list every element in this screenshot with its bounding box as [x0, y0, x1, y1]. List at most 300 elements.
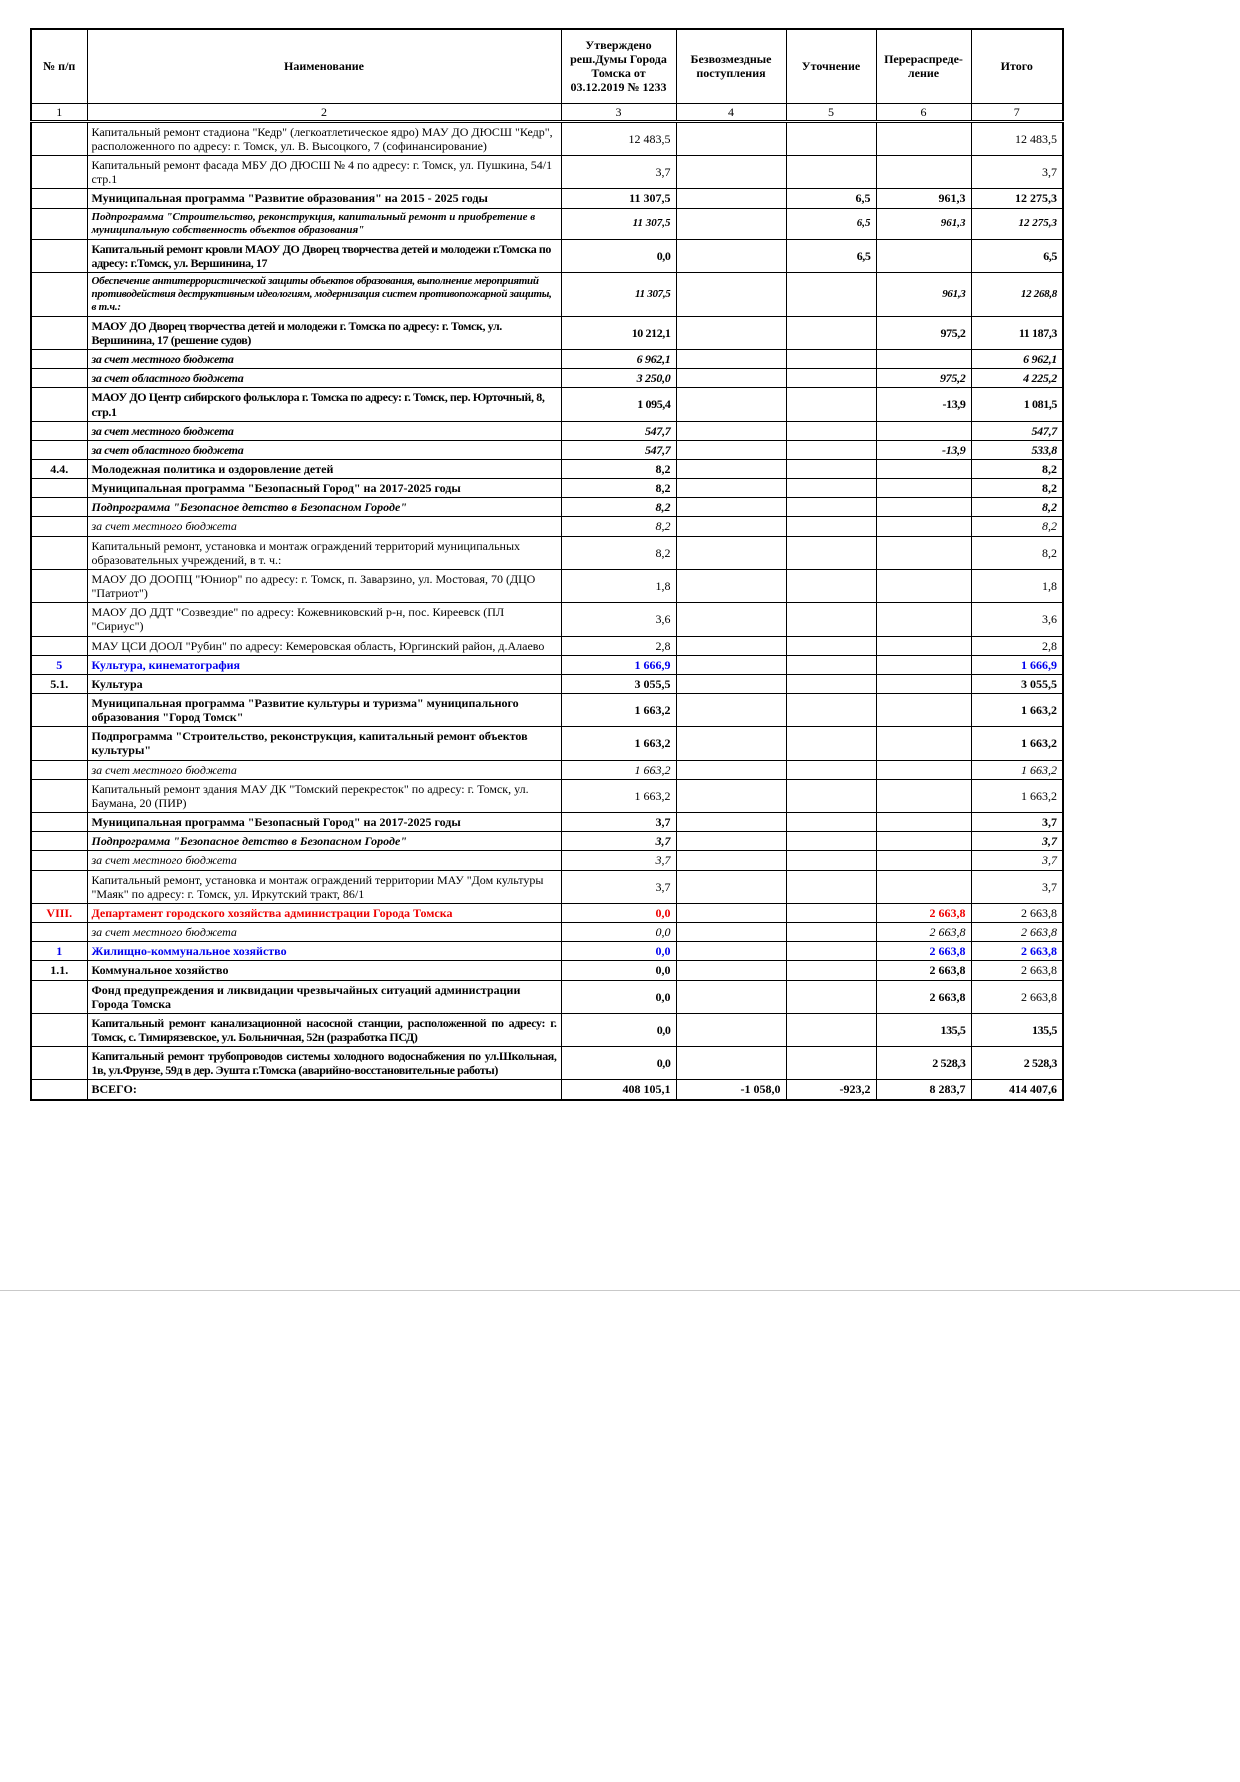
- row-cell: 8,2: [971, 517, 1063, 536]
- row-cell: 10 212,1: [561, 316, 676, 349]
- row-cell: 1 663,2: [561, 694, 676, 727]
- row-cell: [786, 517, 876, 536]
- row-cell: 6 962,1: [561, 350, 676, 369]
- row-cell: 8,2: [561, 498, 676, 517]
- row-cell: [876, 350, 971, 369]
- column-header: Безвозмездные поступления: [676, 29, 786, 103]
- row-name: Капитальный ремонт трубопроводов системы холодного водоснабжения по ул.Школьная, 1в, ул.Фрунзе, 59д в дер. Эушта г.Томска (аварийно-восстановительные работы): [87, 1047, 561, 1080]
- column-header: Наименование: [87, 29, 561, 103]
- row-cell: 11 187,3: [971, 316, 1063, 349]
- row-cell: [876, 603, 971, 636]
- row-name: Капитальный ремонт здания МАУ ДК "Томский перекресток" по адресу: г. Томск, ул. Баумана, 20 (ПИР): [87, 779, 561, 812]
- row-cell: [786, 961, 876, 980]
- row-cell: [31, 440, 87, 459]
- row-cell: VIII.: [31, 903, 87, 922]
- row-cell: -923,2: [786, 1080, 876, 1100]
- row-name: за счет областного бюджета: [87, 440, 561, 459]
- row-name: Департамент городского хозяйства администрации Города Томска: [87, 903, 561, 922]
- row-cell: [786, 980, 876, 1013]
- row-cell: [876, 760, 971, 779]
- row-cell: 12 483,5: [971, 121, 1063, 155]
- table-row: [31, 903, 1063, 922]
- row-cell: 6,5: [786, 208, 876, 239]
- row-name: Капитальный ремонт фасада МБУ ДО ДЮСШ № 4 по адресу: г. Томск, ул. Пушкина, 54/1 стр.1: [87, 156, 561, 189]
- row-cell: [676, 603, 786, 636]
- row-cell: [786, 272, 876, 316]
- row-cell: 8,2: [561, 517, 676, 536]
- row-cell: [786, 813, 876, 832]
- row-cell: [676, 727, 786, 760]
- table-row: [31, 1047, 1063, 1080]
- row-cell: [31, 851, 87, 870]
- column-header: № п/п: [31, 29, 87, 103]
- row-cell: [31, 813, 87, 832]
- row-cell: [676, 903, 786, 922]
- row-cell: [31, 832, 87, 851]
- row-cell: [676, 189, 786, 208]
- row-name: за счет областного бюджета: [87, 369, 561, 388]
- row-name: Муниципальная программа "Безопасный Город" на 2017-2025 годы: [87, 813, 561, 832]
- row-name: Подпрограмма "Строительство, реконструкция, капитальный ремонт и приобретение в муниципальную собственность объектов образования": [87, 208, 561, 239]
- row-cell: [786, 779, 876, 812]
- row-cell: [676, 851, 786, 870]
- row-cell: [31, 479, 87, 498]
- row-cell: 5: [31, 655, 87, 674]
- row-cell: [786, 870, 876, 903]
- row-name: за счет местного бюджета: [87, 923, 561, 942]
- row-cell: [786, 479, 876, 498]
- row-cell: [676, 961, 786, 980]
- row-cell: [676, 813, 786, 832]
- row-cell: 2 663,8: [876, 942, 971, 961]
- row-cell: [786, 903, 876, 922]
- column-header: Утверждено реш.Думы Города Томска от 03.12.2019 № 1233: [561, 29, 676, 103]
- row-cell: [676, 369, 786, 388]
- table-row: [31, 694, 1063, 727]
- row-cell: 11 307,5: [561, 272, 676, 316]
- row-cell: [31, 636, 87, 655]
- row-name: Культура, кинематография: [87, 655, 561, 674]
- row-cell: 12 275,3: [971, 208, 1063, 239]
- row-cell: 5.1.: [31, 674, 87, 693]
- table-row: [31, 517, 1063, 536]
- table-row: [31, 674, 1063, 693]
- table-row: [31, 636, 1063, 655]
- row-cell: 8 283,7: [876, 1080, 971, 1100]
- row-name: Подпрограмма "Безопасное детство в Безопасном Городе": [87, 498, 561, 517]
- row-cell: 1 666,9: [561, 655, 676, 674]
- row-cell: 3,7: [971, 813, 1063, 832]
- table-row: [31, 440, 1063, 459]
- row-cell: [876, 870, 971, 903]
- row-cell: [786, 421, 876, 440]
- row-cell: [676, 536, 786, 569]
- row-cell: [31, 189, 87, 208]
- row-name: за счет местного бюджета: [87, 350, 561, 369]
- table-row: [31, 121, 1063, 155]
- row-cell: [786, 121, 876, 155]
- row-cell: 11 307,5: [561, 208, 676, 239]
- row-cell: [676, 517, 786, 536]
- row-cell: [876, 779, 971, 812]
- column-number: 5: [786, 103, 876, 121]
- row-name: Культура: [87, 674, 561, 693]
- row-cell: 1 663,2: [971, 694, 1063, 727]
- row-name: Муниципальная программа "Развитие культуры и туризма" муниципального образования "Город Томск": [87, 694, 561, 727]
- row-cell: 2 663,8: [876, 923, 971, 942]
- row-cell: [676, 1013, 786, 1046]
- row-cell: 8,2: [971, 479, 1063, 498]
- row-cell: 2 663,8: [971, 942, 1063, 961]
- row-name: Коммунальное хозяйство: [87, 961, 561, 980]
- row-name: Капитальный ремонт кровли МАОУ ДО Дворец творчества детей и молодежи г.Томска по адресу: г.Томск, ул. Вершинина, 17: [87, 239, 561, 272]
- row-cell: 547,7: [561, 421, 676, 440]
- row-cell: [786, 350, 876, 369]
- budget-table: [30, 28, 1064, 1101]
- row-cell: [31, 870, 87, 903]
- table-row: [31, 603, 1063, 636]
- row-cell: -1 058,0: [676, 1080, 786, 1100]
- row-cell: 547,7: [561, 440, 676, 459]
- row-cell: 8,2: [561, 459, 676, 478]
- row-name: МАОУ ДО Дворец творчества детей и молодежи г. Томска по адресу: г. Томск, ул. Вершинина, 17 (решение судов): [87, 316, 561, 349]
- row-cell: 6 962,1: [971, 350, 1063, 369]
- row-name: за счет местного бюджета: [87, 760, 561, 779]
- row-cell: [786, 694, 876, 727]
- row-cell: [876, 479, 971, 498]
- table-row: [31, 536, 1063, 569]
- row-cell: [786, 636, 876, 655]
- row-cell: [676, 870, 786, 903]
- row-cell: [31, 1080, 87, 1100]
- row-cell: [786, 760, 876, 779]
- row-cell: [786, 674, 876, 693]
- row-cell: 0,0: [561, 980, 676, 1013]
- row-cell: [876, 239, 971, 272]
- table-body: [31, 121, 1063, 1099]
- row-cell: 2,8: [561, 636, 676, 655]
- row-name: Капитальный ремонт, установка и монтаж ограждений территории МАУ "Дом культуры "Маяк" по адресу: г. Томск, ул. Иркутский тракт, 86/1: [87, 870, 561, 903]
- table-header: [31, 29, 1063, 121]
- row-cell: [786, 1013, 876, 1046]
- row-cell: 2 663,8: [971, 923, 1063, 942]
- row-cell: 1 663,2: [971, 779, 1063, 812]
- row-cell: 3,7: [971, 156, 1063, 189]
- row-cell: [676, 459, 786, 478]
- row-cell: [876, 421, 971, 440]
- row-cell: 8,2: [561, 536, 676, 569]
- row-cell: [31, 316, 87, 349]
- column-number: 3: [561, 103, 676, 121]
- row-cell: 8,2: [971, 536, 1063, 569]
- row-cell: 2,8: [971, 636, 1063, 655]
- row-cell: 0,0: [561, 923, 676, 942]
- row-cell: 2 663,8: [876, 961, 971, 980]
- row-cell: [676, 980, 786, 1013]
- table-row: [31, 813, 1063, 832]
- row-cell: [786, 316, 876, 349]
- row-cell: [786, 459, 876, 478]
- row-cell: [786, 388, 876, 421]
- row-cell: [31, 498, 87, 517]
- table-row: [31, 272, 1063, 316]
- row-cell: [876, 459, 971, 478]
- row-cell: [786, 569, 876, 602]
- row-cell: 3,7: [561, 156, 676, 189]
- row-cell: 961,3: [876, 272, 971, 316]
- row-cell: 4.4.: [31, 459, 87, 478]
- table-row: [31, 479, 1063, 498]
- table-row: [31, 980, 1063, 1013]
- row-cell: [876, 655, 971, 674]
- row-cell: 3 055,5: [971, 674, 1063, 693]
- row-cell: [676, 674, 786, 693]
- row-name: Капитальный ремонт, установка и монтаж ограждений территорий муниципальных образовательных учреждений, в т. ч.:: [87, 536, 561, 569]
- table-row: [31, 1080, 1063, 1100]
- row-cell: [676, 440, 786, 459]
- row-cell: 3,7: [971, 851, 1063, 870]
- row-cell: 0,0: [561, 1013, 676, 1046]
- row-cell: [786, 923, 876, 942]
- table-row: [31, 421, 1063, 440]
- table-row: [31, 350, 1063, 369]
- table-row: [31, 189, 1063, 208]
- row-name: Капитальный ремонт стадиона "Кедр" (легкоатлетическое ядро) МАУ ДО ДЮСШ "Кедр", расположенного по адресу: г. Томск, ул. В. Высоцкого, 7 (софинансирование): [87, 121, 561, 155]
- row-cell: 3,7: [971, 870, 1063, 903]
- row-cell: [676, 121, 786, 155]
- row-cell: [676, 208, 786, 239]
- row-cell: [876, 121, 971, 155]
- row-cell: [676, 498, 786, 517]
- row-cell: [676, 636, 786, 655]
- row-cell: [786, 536, 876, 569]
- column-number: 1: [31, 103, 87, 121]
- row-cell: 1: [31, 942, 87, 961]
- row-name: Муниципальная программа "Развитие образования" на 2015 - 2025 годы: [87, 189, 561, 208]
- row-cell: 547,7: [971, 421, 1063, 440]
- row-name: МАОУ ДО Центр сибирского фольклора г. Томска по адресу: г. Томск, пер. Юрточный, 8, стр.1: [87, 388, 561, 421]
- column-header: Итого: [971, 29, 1063, 103]
- row-name: Фонд предупреждения и ликвидации чрезвычайных ситуаций администрации Города Томска: [87, 980, 561, 1013]
- row-cell: 1 081,5: [971, 388, 1063, 421]
- row-cell: -13,9: [876, 440, 971, 459]
- document-page: [0, 28, 1240, 1782]
- row-name: Обеспечение антитеррористической защиты объектов образования, выполнение мероприятий противодействия деструктивным идеологиям, модернизация систем противопожарной защиты, в т.ч.:: [87, 272, 561, 316]
- table-row: [31, 760, 1063, 779]
- row-cell: [676, 479, 786, 498]
- row-cell: [786, 655, 876, 674]
- table-row: [31, 727, 1063, 760]
- row-name: Подпрограмма "Безопасное детство в Безопасном Городе": [87, 832, 561, 851]
- row-cell: 2 663,8: [876, 980, 971, 1013]
- table-row: [31, 369, 1063, 388]
- row-cell: 2 663,8: [876, 903, 971, 922]
- row-cell: [876, 536, 971, 569]
- row-cell: [31, 208, 87, 239]
- header-label-row: [31, 29, 1063, 103]
- row-cell: [676, 421, 786, 440]
- table-row: [31, 923, 1063, 942]
- row-cell: [31, 603, 87, 636]
- row-cell: 12 268,8: [971, 272, 1063, 316]
- row-name: ВСЕГО:: [87, 1080, 561, 1100]
- row-cell: [876, 851, 971, 870]
- row-cell: [786, 156, 876, 189]
- row-cell: [31, 350, 87, 369]
- row-cell: [676, 655, 786, 674]
- row-cell: [31, 388, 87, 421]
- row-name: МАУ ЦСИ ДООЛ "Рубин" по адресу: Кемеровская область, Юргинский район, д.Алаево: [87, 636, 561, 655]
- row-cell: 0,0: [561, 961, 676, 980]
- row-name: Молодежная политика и оздоровление детей: [87, 459, 561, 478]
- table-row: [31, 779, 1063, 812]
- table-row: [31, 961, 1063, 980]
- row-cell: [676, 760, 786, 779]
- row-cell: [876, 813, 971, 832]
- row-cell: [31, 1047, 87, 1080]
- row-cell: [876, 156, 971, 189]
- column-number: 4: [676, 103, 786, 121]
- row-cell: [786, 440, 876, 459]
- table-row: [31, 832, 1063, 851]
- table-row: [31, 569, 1063, 602]
- row-cell: [31, 369, 87, 388]
- row-cell: [676, 832, 786, 851]
- header-number-row: [31, 103, 1063, 121]
- row-cell: 135,5: [971, 1013, 1063, 1046]
- row-cell: [676, 316, 786, 349]
- row-cell: [676, 156, 786, 189]
- row-cell: 0,0: [561, 942, 676, 961]
- row-name: за счет местного бюджета: [87, 851, 561, 870]
- row-cell: [31, 727, 87, 760]
- row-cell: [31, 779, 87, 812]
- row-cell: [676, 569, 786, 602]
- row-cell: [786, 1047, 876, 1080]
- table-row: [31, 655, 1063, 674]
- row-cell: 0,0: [561, 1047, 676, 1080]
- row-cell: 3 250,0: [561, 369, 676, 388]
- row-name: за счет местного бюджета: [87, 421, 561, 440]
- table-row: [31, 851, 1063, 870]
- row-cell: [676, 272, 786, 316]
- row-cell: 12 275,3: [971, 189, 1063, 208]
- table-row: [31, 156, 1063, 189]
- table-row: [31, 498, 1063, 517]
- row-cell: 8,2: [561, 479, 676, 498]
- row-cell: [786, 832, 876, 851]
- column-header: Уточнение: [786, 29, 876, 103]
- row-cell: 3 055,5: [561, 674, 676, 693]
- row-cell: [676, 779, 786, 812]
- row-cell: 6,5: [786, 239, 876, 272]
- row-cell: 2 663,8: [971, 980, 1063, 1013]
- row-cell: [876, 727, 971, 760]
- row-cell: 533,8: [971, 440, 1063, 459]
- row-cell: [676, 388, 786, 421]
- row-cell: -13,9: [876, 388, 971, 421]
- row-cell: 961,3: [876, 189, 971, 208]
- row-cell: 408 105,1: [561, 1080, 676, 1100]
- row-cell: 975,2: [876, 369, 971, 388]
- row-cell: 1 663,2: [561, 779, 676, 812]
- row-cell: [876, 674, 971, 693]
- column-number: 6: [876, 103, 971, 121]
- row-cell: [786, 942, 876, 961]
- row-cell: 3,7: [561, 851, 676, 870]
- row-cell: [31, 694, 87, 727]
- table-row: [31, 388, 1063, 421]
- row-cell: 2 663,8: [971, 961, 1063, 980]
- row-name: МАОУ ДО ДООПЦ "Юниор" по адресу: г. Томск, п. Заварзино, ул. Мостовая, 70 (ДЦО "Патриот"): [87, 569, 561, 602]
- row-cell: 3,7: [561, 832, 676, 851]
- row-cell: [676, 1047, 786, 1080]
- row-cell: [876, 832, 971, 851]
- table-row: [31, 316, 1063, 349]
- row-cell: [31, 760, 87, 779]
- row-cell: 3,6: [971, 603, 1063, 636]
- row-cell: [31, 517, 87, 536]
- row-cell: 1 666,9: [971, 655, 1063, 674]
- row-cell: 1 663,2: [561, 727, 676, 760]
- row-cell: [676, 694, 786, 727]
- row-cell: [876, 517, 971, 536]
- table-row: [31, 459, 1063, 478]
- row-cell: 414 407,6: [971, 1080, 1063, 1100]
- column-header: Перераспреде-ление: [876, 29, 971, 103]
- table-row: [31, 239, 1063, 272]
- row-cell: 2 663,8: [971, 903, 1063, 922]
- table-row: [31, 208, 1063, 239]
- row-cell: 6,5: [971, 239, 1063, 272]
- row-cell: 0,0: [561, 239, 676, 272]
- table-row: [31, 942, 1063, 961]
- row-cell: 1 663,2: [561, 760, 676, 779]
- row-cell: 1 663,2: [971, 727, 1063, 760]
- row-cell: 1 663,2: [971, 760, 1063, 779]
- row-cell: 12 483,5: [561, 121, 676, 155]
- row-cell: 1,8: [561, 569, 676, 602]
- row-cell: [31, 272, 87, 316]
- row-name: Капитальный ремонт канализационной насосной станции, расположенной по адресу: г. Томск, с. Тимирязевское, ул. Больничная, 52н (разработка ПСД): [87, 1013, 561, 1046]
- row-cell: 2 528,3: [971, 1047, 1063, 1080]
- column-number: 7: [971, 103, 1063, 121]
- row-cell: 3,7: [561, 870, 676, 903]
- row-cell: 1 095,4: [561, 388, 676, 421]
- row-cell: [31, 980, 87, 1013]
- row-cell: [31, 239, 87, 272]
- row-cell: 6,5: [786, 189, 876, 208]
- row-cell: [31, 156, 87, 189]
- row-cell: 8,2: [971, 498, 1063, 517]
- row-cell: 975,2: [876, 316, 971, 349]
- row-name: Подпрограмма "Строительство, реконструкция, капитальный ремонт объектов культуры": [87, 727, 561, 760]
- row-cell: [786, 369, 876, 388]
- table-row: [31, 1013, 1063, 1046]
- row-cell: 1.1.: [31, 961, 87, 980]
- row-cell: 2 528,3: [876, 1047, 971, 1080]
- row-cell: 3,7: [561, 813, 676, 832]
- row-name: МАОУ ДО ДДТ "Созвездие" по адресу: Кожевниковский р-н, пос. Киреевск (ПЛ "Сириус"): [87, 603, 561, 636]
- row-cell: [876, 498, 971, 517]
- row-cell: [31, 536, 87, 569]
- row-cell: 1,8: [971, 569, 1063, 602]
- row-cell: 4 225,2: [971, 369, 1063, 388]
- row-cell: [786, 603, 876, 636]
- row-cell: [31, 923, 87, 942]
- row-cell: [786, 851, 876, 870]
- row-cell: 135,5: [876, 1013, 971, 1046]
